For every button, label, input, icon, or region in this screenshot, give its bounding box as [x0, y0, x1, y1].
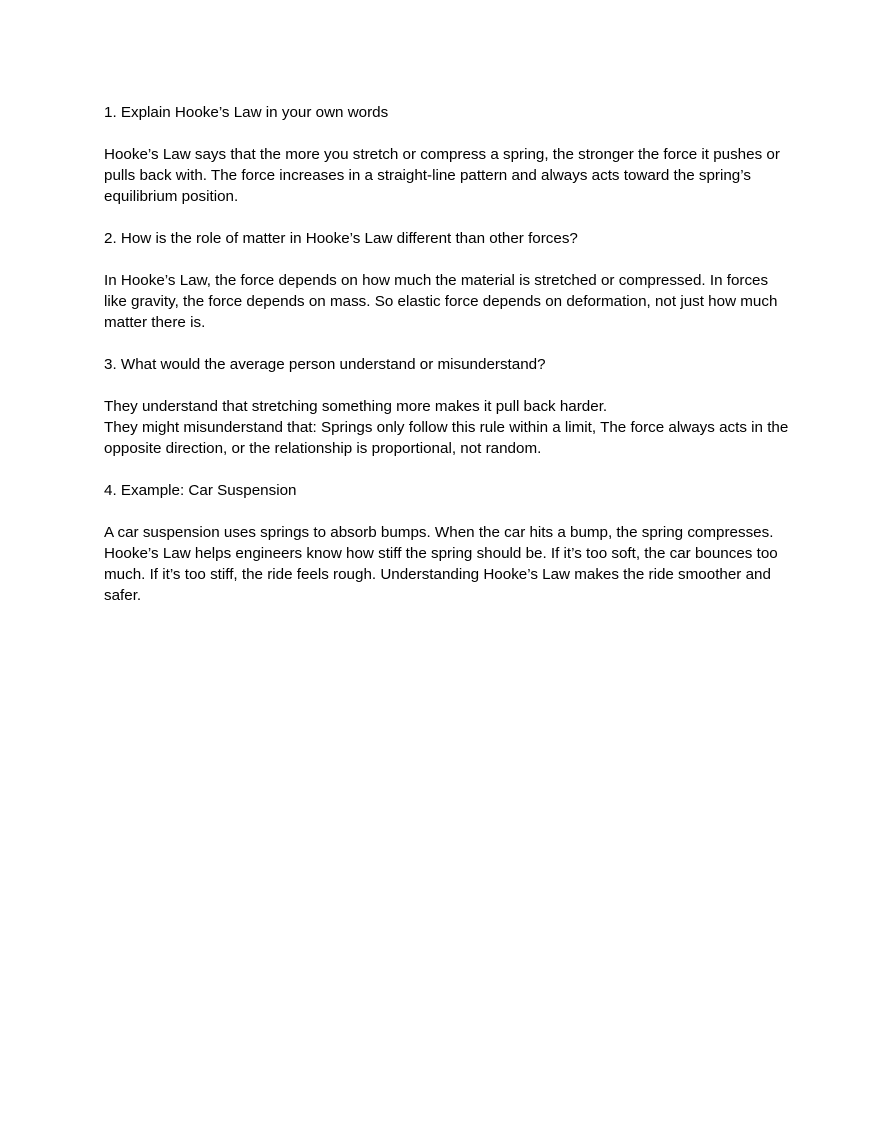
- answer-paragraph: A car suspension uses springs to absorb bumps. When the car hits a bump, the spring compresses. Hooke’s Law helps engineers know how stiff the spring should be. If it’s too soft, the car bounces too much. If it’s too stiff, the ride feels rough. Understanding Hooke’s Law makes the ride smoother and safer.: [104, 524, 778, 604]
- question-heading: 4. Example: Car Suspension: [104, 482, 297, 499]
- section-car-suspension: [104, 480, 794, 606]
- question-heading: 3. What would the average person understand or misunderstand?: [104, 356, 546, 373]
- answer-block: [104, 144, 794, 207]
- answer-block: [104, 396, 794, 459]
- question-heading: 1. Explain Hooke’s Law in your own words: [104, 104, 389, 121]
- answer-block: [104, 522, 794, 606]
- answer-block: [104, 270, 794, 333]
- answer-paragraph: Hooke’s Law says that the more you stretch or compress a spring, the stronger the force it pushes or pulls back with. The force increases in a straight-line pattern and always acts toward the spring’s equilibrium position.: [104, 146, 780, 205]
- section-hookes-law: [104, 102, 794, 207]
- answer-paragraph: They might misunderstand that: Springs only follow this rule within a limit, The force always acts in the opposite direction, or the relationship is proportional, not random.: [104, 419, 789, 457]
- answer-paragraph: In Hooke’s Law, the force depends on how much the material is stretched or compressed. In forces like gravity, the force depends on mass. So elastic force depends on deformation, not just how much matter there is.: [104, 272, 778, 331]
- question-heading: 2. How is the role of matter in Hooke’s Law different than other forces?: [104, 230, 578, 247]
- section-role-of-matter: [104, 228, 794, 333]
- document-page: [104, 102, 794, 627]
- section-misunderstanding: [104, 354, 794, 459]
- answer-paragraph: They understand that stretching something more makes it pull back harder.: [104, 398, 608, 415]
